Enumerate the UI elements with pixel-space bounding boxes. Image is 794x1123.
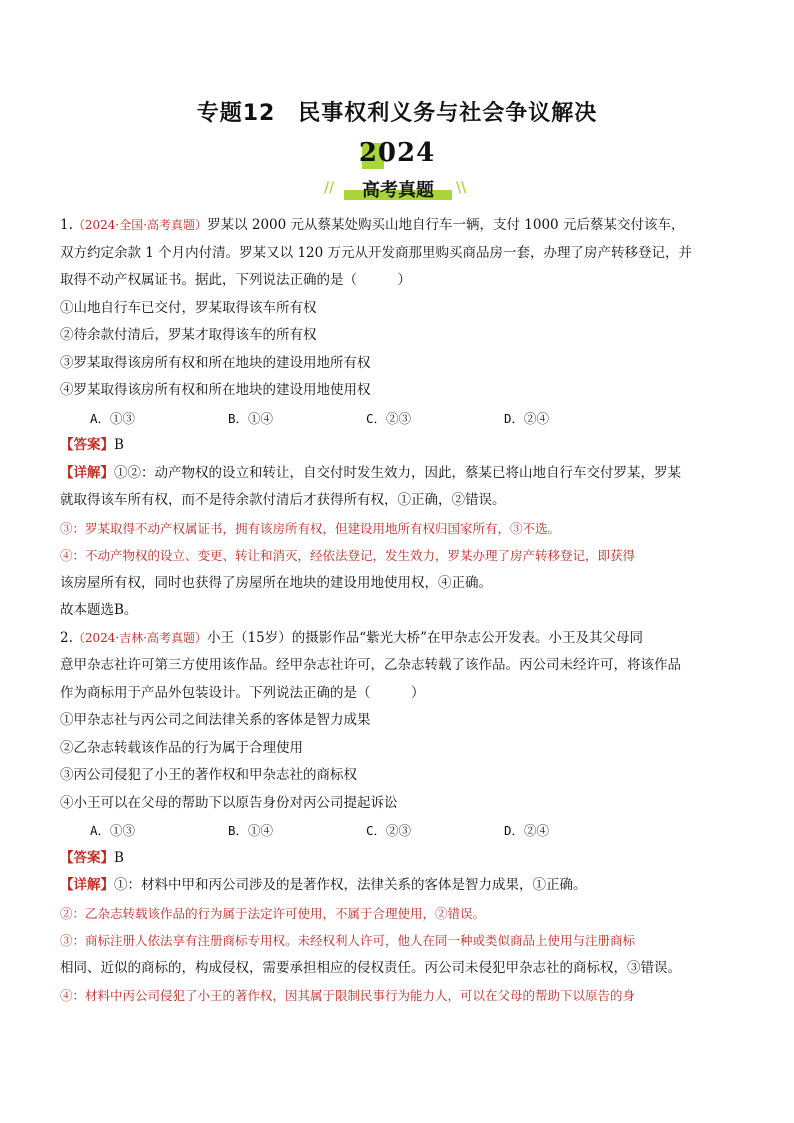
q1-detail-text: ①②：动产物权的设立和转让，自交付时发生效力，因此，蔡某已将山地自行车交付罗某，罗某 — [114, 464, 681, 481]
q2-statement-3: ③丙公司侵犯了小王的著作权和甲杂志社的商标权 — [60, 767, 357, 783]
q2-statement-1: ①甲杂志社与丙公司之间法律关系的客体是智力成果 — [60, 712, 371, 728]
q2-detail-line-5: ④：材料中丙公司侵犯了小王的著作权，因其属于限制民事行为能力人，可以在父母的帮助下以原告的身 — [60, 988, 636, 1003]
q2-detail-line-4: 相同、近似的商标的，构成侵权，需要承担相应的侵权责任。丙公司未侵犯甲杂志社的商标权，③错误。 — [60, 959, 681, 976]
q1-statement-4: ④罗某取得该房所有权和所在地块的建设用地使用权 — [60, 382, 371, 398]
year-heading: 2024 — [358, 138, 436, 168]
q1-stem-line-1 — [60, 212, 736, 240]
q1-option-a: A．①③ — [90, 410, 136, 426]
q1-number: 1. — [60, 217, 73, 233]
q2-option-a: A．①③ — [90, 823, 136, 838]
q2-detail-line-1 — [60, 872, 736, 900]
q1-statement-1: ①山地自行车已交付，罗某取得该车所有权 — [60, 299, 317, 316]
q2-detail-text: ①：材料中甲和丙公司涉及的是著作权，法律关系的客体是智力成果，①正确。 — [114, 877, 587, 893]
q1-option-b: B．①④ — [228, 410, 274, 426]
questions — [60, 212, 736, 1010]
q1-options — [60, 405, 736, 433]
q2-answer — [60, 845, 736, 873]
q2-options — [60, 817, 736, 845]
section-banner — [324, 176, 467, 201]
q2-answer-value: B — [114, 849, 124, 866]
q2-stem-text: 小王（15岁）的摄影作品“紫光大桥”在甲杂志公开发表。小王及其父母同 — [207, 629, 644, 646]
q1-detail-line-5: 该房屋所有权，同时也获得了房屋所在地块的建设用地使用权，④正确。 — [60, 574, 492, 591]
q1-answer — [60, 432, 736, 460]
q2-detail-tag: 【详解】 — [60, 877, 114, 893]
q1-statement-3: ③罗某取得该房所有权和所在地块的建设用地所有权 — [60, 354, 371, 371]
q2-option-d: D．②④ — [504, 823, 550, 838]
q1-option-c: C．②③ — [366, 410, 412, 426]
banner-slash-left: // — [324, 180, 335, 196]
q2-statement-4: ④小王可以在父母的帮助下以原告身份对丙公司提起诉讼 — [60, 794, 398, 811]
q2-option-c: C．②③ — [366, 823, 412, 838]
q1-detail-line-1 — [60, 460, 736, 488]
q1-answer-tag: 【答案】 — [60, 437, 114, 453]
q1-answer-value: B — [114, 437, 124, 453]
banner-text: 高考真题 — [362, 180, 434, 201]
q2-stem-line-3: 作为商标用于产品外包装设计。下列说法正确的是（ ） — [60, 684, 425, 701]
q1-detail-line-2: 就取得该车所有权，而不是待余款付清后才获得所有权，①正确，②错误。 — [60, 492, 506, 508]
q1-source: （2024·全国·高考真题） — [72, 218, 208, 232]
q1-detail-tag: 【详解】 — [60, 464, 114, 481]
q1-stem-text: 罗某以 2000 元从蔡某处购买山地自行车一辆，支付 1000 元后蔡某交付该车， — [207, 217, 685, 233]
q2-stem-line-1 — [60, 625, 736, 653]
banner-slash-right: \\ — [456, 180, 467, 196]
q1-statement-2: ②待余款付清后，罗某才取得该车的所有权 — [60, 327, 317, 343]
q1-stem-line-2: 双方约定余款 1 个月内付清。罗某又以 120 万元从开发商那里购买商品房一套，办理了房产转移登记，并 — [60, 244, 693, 261]
q2-stem-line-2: 意甲杂志社许可第三方使用该作品。经甲杂志社许可，乙杂志转载了该作品。丙公司未经许可，将该作品 — [60, 657, 681, 673]
q2-option-b: B．①④ — [228, 823, 274, 838]
page-title: 专题12 民事权利义务与社会争议解决 — [196, 101, 598, 126]
q2-detail-line-2: ②：乙杂志转载该作品的行为属于法定许可使用，不属于合理使用，②错误。 — [60, 905, 486, 921]
q2-source: （2024·吉林·高考真题） — [72, 630, 208, 645]
q2-answer-tag: 【答案】 — [60, 849, 114, 866]
q2-statement-2: ②乙杂志转载该作品的行为属于合理使用 — [60, 739, 303, 756]
q2-number: 2. — [60, 629, 73, 646]
q1-option-d: D．②④ — [504, 410, 550, 426]
q1-conclusion: 故本题选B。 — [60, 602, 138, 618]
q2-detail-line-3: ③：商标注册人依法享有注册商标专用权。未经权利人许可，他人在同一种或类似商品上使用与注册商标 — [60, 933, 636, 948]
q1-detail-line-3: ③：罗某取得不动产权属证书，拥有该房所有权，但建设用地所有权归国家所有，③不选。 — [60, 520, 561, 536]
q1-detail-line-4: ④：不动产物权的设立、变更、转让和消灭，经依法登记，发生效力，罗某办理了房产转移登记，即获得 — [60, 548, 636, 563]
q1-stem-line-3: 取得不动产权属证书。据此，下列说法正确的是（ ） — [60, 272, 411, 288]
